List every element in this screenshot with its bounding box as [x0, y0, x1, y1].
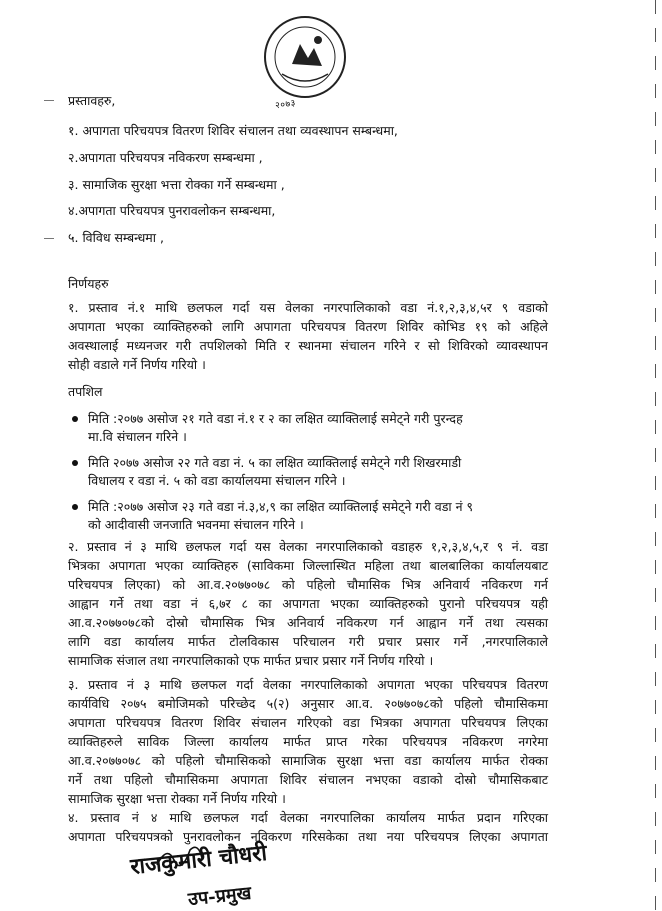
decision-3-line: सामाजिक सुरक्षा भत्ता रोक्का गर्ने निर्णय गरियो ।: [68, 791, 286, 806]
decision-4: [68, 808, 548, 846]
municipal-seal-icon: [262, 14, 348, 100]
decision-4-line: ४. प्रस्ताव नं ४ माथि छलफल गर्दा वेलका नगरपालिका कार्यालय मार्फत प्रदान गरिएका: [68, 810, 548, 825]
decision-1-line: अपागता भएका व्याक्तिहरुको लागि अपागता परिचयपत्र वितरण शिविर कोभिड १९ को अहिले: [68, 319, 548, 334]
proposal-1: १. अपागता परिचयपत्र वितरण शिविर संचालन तथा व्यवस्थापन सम्बन्धमा,: [68, 123, 398, 138]
decision-3-line: कार्यविधि २०७५ बमोजिमको परिच्छेद ५(२) अनुसार आ.व. २०७७०७८को पहिलो चौमासिकमा: [68, 696, 548, 711]
proposal-2: २.अपागता परिचयपत्र नविकरण सम्बन्धमा ,: [68, 150, 263, 165]
decision-3-line: गर्ने तथा पहिलो चौमासिकमा अपागता शिविर संचालन नभएका वडाको दोस्रो चौमासिकबाट: [68, 772, 548, 787]
tapashil-item: [88, 498, 548, 534]
decision-1: [68, 298, 548, 374]
decision-2-line: भित्रका अपागता भएका व्याक्तिहरु (साविकमा जिल्लास्थित महिला तथा बालबालिका कार्यालयबाट: [68, 558, 548, 573]
decision-2-line: आह्वान गर्ने तथा वडा नं ६,७र ८ का अपागता भएका व्याक्तिहरुको पुरानो परिचयपत्र यही: [68, 596, 548, 611]
tapashil-item-line: को आदीवासी जनजाति भवनमा संचालन गरिने ।: [88, 517, 304, 532]
decision-2-line: २. प्रस्ताव नं ३ माथि छलफल गर्दा यस वेलका नगरपालिकाको वडाहरु १,२,३,४,५,र ९ नं. वडा: [68, 539, 548, 554]
tapashil-item-line: मिति :२०७७ असोज २१ गते वडा नं.१ र २ का लक्षित व्याक्तिलाई समेट्ने गरी पुरन्दह: [88, 411, 463, 426]
decision-3-line: आ.व.२०७७०७८ को पहिलो चौमासिकको सामाजिक सुरक्षा भत्ता वडा कार्यालय मार्फत रोक्का: [68, 753, 548, 768]
decision-4-line: अपागता परिचयपत्रको पुनरावलोकन नविकरण गरिसकेका तथा नया परिचयपत्र लिएका अपागता: [68, 829, 548, 844]
decision-3-line: ३. प्रस्ताव नं ३ माथि छलफल गर्दा वेलका नगरपालिकाको अपागता भएका परिचयपत्र वितरण: [68, 677, 548, 692]
tapashil-item-line: मिति :२०७७ असोज २३ गते वडा नं.३,४,९ का लक्षित व्याक्तिलाई समेट्ने गरी वडा नं ९: [88, 499, 473, 514]
tapashil-item: [88, 454, 548, 490]
signatory-title: उप-प्रमुख: [187, 882, 253, 911]
decision-2-line: आ.व.२०७७०७८को दोस्रो चौमासिक भित्र अनिवार्य नविकरण गर्न आह्वान गर्ने तथा त्यसका: [68, 615, 548, 630]
decision-1-line: १. प्रस्ताव नं.१ माथि छलफल गर्दा यस वेलका नगरपालिकाको वडा नं.१,२,३,४,५र ९ वडाको: [68, 300, 548, 315]
margin-mark: [44, 238, 54, 239]
decisions-heading: निर्णयहरु: [68, 276, 109, 291]
decision-2-line: लागि वडा कार्यालय मार्फत टोलविकास परिचालन गरी प्रचार प्रसार गर्ने ,नगरपालिकाले: [68, 634, 548, 649]
tapashil-list: [88, 410, 548, 542]
proposals-heading: प्रस्तावहरु,: [68, 93, 116, 108]
signatory-name: राजकुमारी चौधरी: [129, 839, 269, 881]
tapashil-item-line: मा.वि संचालन गरिने ।: [88, 429, 187, 444]
tapashil-heading: तपशिल: [68, 384, 103, 399]
proposal-5: ५. विविध सम्बन्धमा ,: [68, 230, 164, 245]
decision-3-line: अपागता परिचयपत्र वितरण शिविर संचालन गरिएको वडा भित्रका अपागता परिचयपत्र लिएका: [68, 715, 548, 730]
decision-2-line: परिचयपत्र लिएका) को आ.व.२०७७०७८ को पहिलो चौमासिक भित्र अनिवार्य नविकरण गर्न: [68, 577, 548, 592]
decision-1-line: सोही वडाले गर्ने निर्णय गरियो ।: [68, 357, 206, 372]
tapashil-item-line: विधालय र वडा नं. ५ को वडा कार्यालयमा संचालन गरिने ।: [88, 473, 346, 488]
decision-2: [68, 537, 548, 670]
decision-1-line: अवस्थालाई मध्यनजर गरी तपशिलको मिति र स्थानमा संचालन गरिने र सो शिविरको व्यावस्थापन: [68, 338, 548, 353]
decision-3: [68, 675, 548, 808]
seal-date: २०७३: [274, 98, 297, 112]
scan-edge-line: [655, 0, 656, 910]
tapashil-item-line: मिति २०७७ असोज २२ गते वडा नं. ५ का लक्षित व्याक्तिलाई समेट्ने गरी शिखरमाडी: [88, 455, 462, 470]
proposal-4: ४.अपागता परिचयपत्र पुनरावलोकन सम्बन्धमा,: [68, 203, 276, 218]
decision-2-line: सामाजिक संजाल तथा नगरपालिकाको एफ मार्फत प्रचार प्रसार गर्ने निर्णय गरियो ।: [68, 653, 434, 668]
tapashil-item: [88, 410, 548, 446]
margin-mark: [44, 100, 54, 101]
decision-3-line: व्याक्तिहरुले साविक जिल्ला कार्यालय मार्फत प्राप्त गरेका परिचयपत्र नविकरण नगरेमा: [68, 734, 548, 749]
proposal-3: ३. सामाजिक सुरक्षा भत्ता रोक्का गर्ने सम्बन्धमा ,: [68, 177, 285, 192]
